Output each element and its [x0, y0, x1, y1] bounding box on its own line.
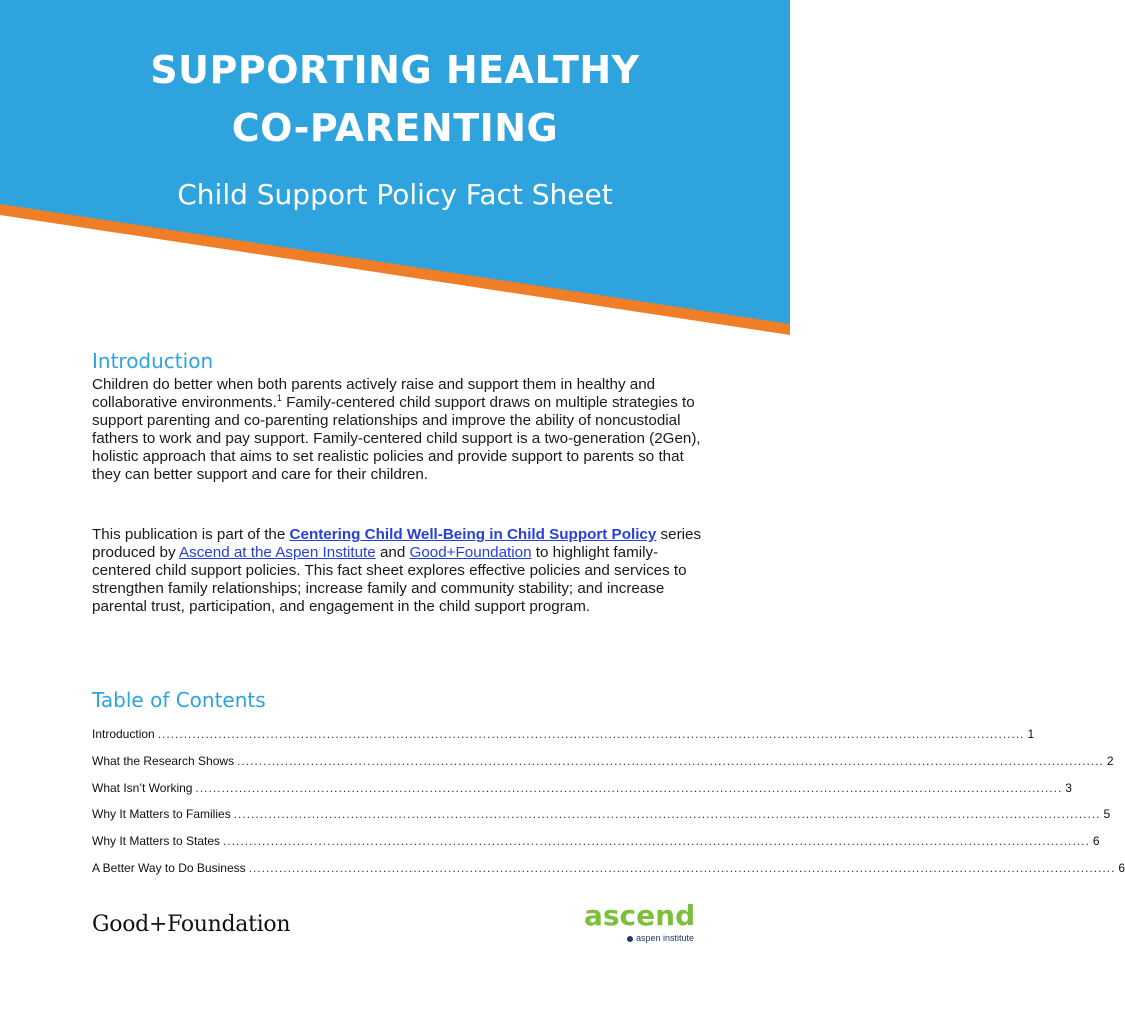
toc-entry-page: 1 — [1027, 727, 1035, 741]
title-line-1: SUPPORTING HEALTHY — [150, 48, 640, 92]
good-foundation-logo: Good+Foundation — [92, 912, 291, 937]
good-foundation-link[interactable]: Good+Foundation — [409, 544, 532, 561]
toc-entry-page: 3 — [1065, 780, 1072, 795]
intro-p1-text-b: Family-centered child support draws on multiple strategies to support parenting and co-parenting relationships and improve the ability of noncustodial fathers to work and pay support. Family-centered child support is a two-generation (2Gen), holistic approach that aims to set realistic policies and provide support to parents so that they can better support and care for their children. — [92, 394, 701, 483]
toc-entry-page: 2 — [1106, 753, 1114, 768]
toc-entry-families[interactable] — [92, 807, 1111, 834]
toc-entry-page: 5 — [1103, 807, 1111, 822]
toc-dot-leader: ........................................................................................................................................................................................................ — [157, 727, 1025, 741]
toc-dot-leader: ........................................................................................................................................................................................................ — [223, 834, 1090, 849]
toc-entry-page: 6 — [1092, 834, 1100, 849]
toc-entry-label: What Isn’t Working — [92, 780, 193, 795]
intro-p1-text-a: Children do better when both parents actively raise and support them in healthy and collaborative environments. — [92, 376, 656, 411]
toc-entry-label: Why It Matters to Families — [92, 807, 231, 822]
aspen-institute-tagline — [584, 933, 694, 943]
toc-heading: Table of Contents — [92, 688, 266, 712]
table-of-contents — [92, 727, 1125, 888]
aspen-leaf-icon — [627, 936, 633, 942]
toc-dot-leader: ........................................................................................................................................................................................................ — [248, 860, 1116, 875]
intro-paragraph-1 — [92, 376, 712, 484]
toc-entry-page: 6 — [1118, 860, 1125, 875]
intro-p2-text-b: series produced by — [92, 526, 702, 561]
toc-entry-better-way[interactable] — [92, 860, 1125, 888]
intro-p2-text-d: to highlight family-centered child support policies. This fact sheet explores effective policies and services to strengthen family relationships; increase family and community stability; and increase parental trust, participation, and engagement in the child support program. — [92, 544, 687, 615]
ascend-wordmark: ascend — [584, 899, 696, 932]
title-line-2: CO-PARENTING — [231, 106, 559, 150]
toc-dot-leader: ........................................................................................................................................................................................................ — [195, 780, 1063, 795]
toc-entry-label: Introduction — [92, 727, 155, 741]
subtitle: Child Support Policy Fact Sheet — [177, 178, 613, 211]
toc-entry-label: Why It Matters to States — [92, 834, 221, 849]
toc-entry-label: What the Research Shows — [92, 753, 235, 768]
introduction-heading: Introduction — [92, 349, 214, 373]
intro-p2-text-a: This publication is part of the — [92, 526, 290, 543]
toc-dot-leader: ........................................................................................................................................................................................................ — [233, 807, 1101, 822]
ascend-logo — [584, 900, 694, 943]
intro-p2-text-c: and — [375, 544, 410, 561]
toc-entry-states[interactable] — [92, 834, 1100, 861]
toc-entry-not-working[interactable] — [92, 780, 1072, 808]
toc-entry-research[interactable] — [92, 753, 1114, 781]
toc-dot-leader: ........................................................................................................................................................................................................ — [237, 753, 1104, 768]
toc-entry-label: A Better Way to Do Business — [92, 860, 246, 875]
intro-paragraph-2 — [92, 526, 712, 616]
ascend-aspen-link[interactable]: Ascend at the Aspen Institute — [178, 544, 376, 561]
toc-entry-introduction[interactable] — [92, 727, 1035, 754]
centering-child-well-being-link[interactable]: Centering Child Well-Being in Child Support Policy — [289, 526, 657, 543]
footnote-marker[interactable]: 1 — [276, 392, 282, 403]
aspen-institute-text: aspen institute — [635, 933, 694, 943]
